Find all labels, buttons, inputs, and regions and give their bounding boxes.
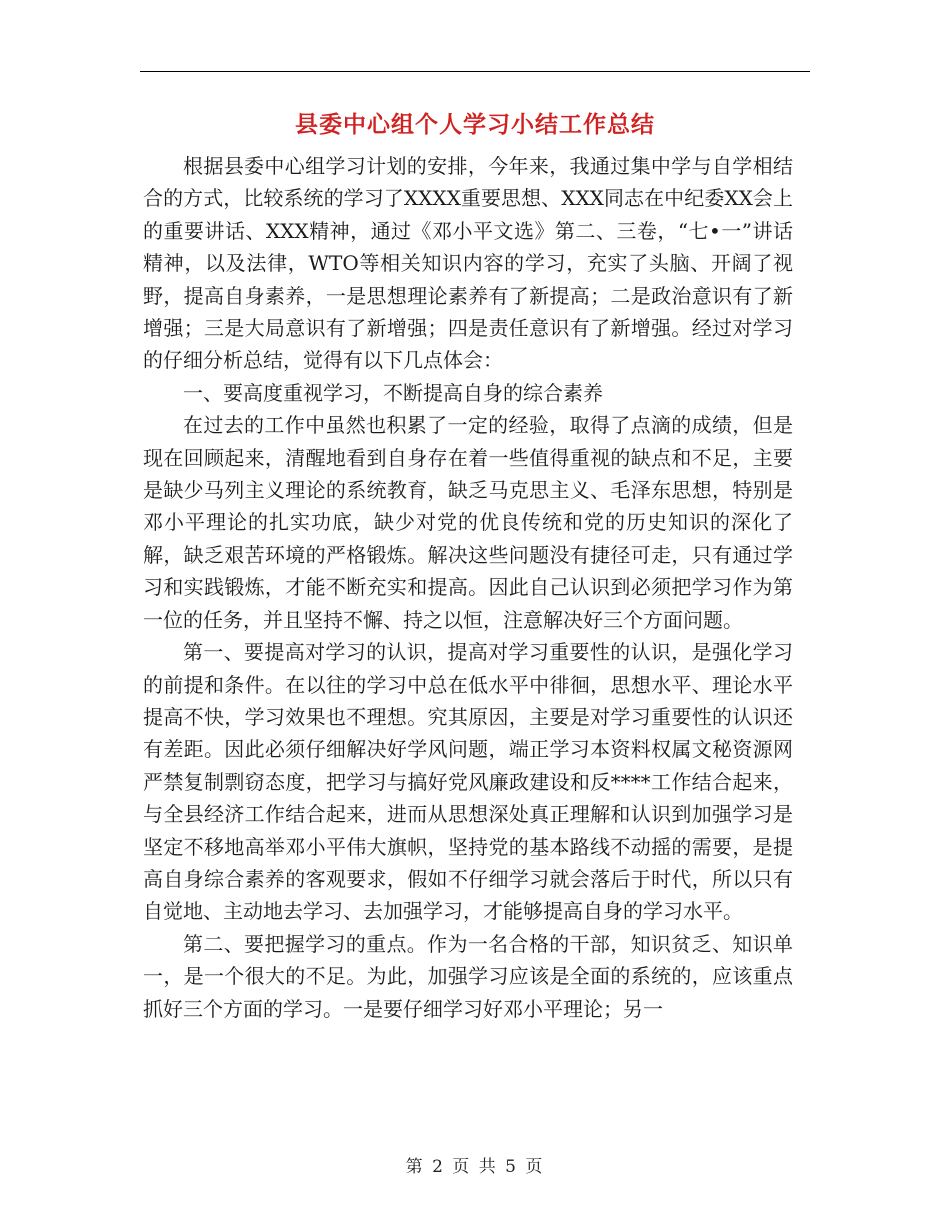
header-rule xyxy=(140,71,810,72)
paragraph-intro: 根据县委中心组学习计划的安排，今年来，我通过集中学与自学相结合的方式，比较系统的学习了XXXX重要思想、XXX同志在中纪委XX会上的重要讲话、XXX精神，通过《邓小平文选》第二、三卷，“七•一”讲话精神，以及法律，WTO等相关知识内容的学习，充实了头脑、开阔了视野，提高自身素养，一是思想理论素养有了新提高；二是政治意识有了新增强；三是大局意识有了新增强；四是责任意识有了新增强。经过对学习的仔细分析总结，觉得有以下几点体会： xyxy=(143,154,793,373)
paragraph-point-two: 第二、要把握学习的重点。作为一名合格的干部，知识贫乏、知识单一，是一个很大的不足。为此，加强学习应该是全面的系统的，应该重点抓好三个方面的学习。一是要仔细学习好邓小平理论；另一 xyxy=(143,931,793,1021)
document-title: 县委中心组个人学习小结工作总结 xyxy=(295,112,655,138)
paragraph-point-one: 第一、要提高对学习的认识，提高对学习重要性的认识，是强化学习的前提和条件。在以往的学习中总在低水平中徘徊，思想水平、理论水平提高不快，学习效果也不理想。究其原因，主要是对学习重要性的认识还有差距。因此必须仔细解决好学风问题，端正学习本资料权属文秘资源网严禁复制剽窃态度，把学习与搞好党风廉政建设和反****工作结合起来，与全县经济工作结合起来，进而从思想深处真正理解和认识到加强学习是坚定不移地高举邓小平伟大旗帜，坚持党的基本路线不动摇的需要，是提高自身综合素养的客观要求，假如不仔细学习就会落后于时代，所以只有自觉地、主动地去学习、去加强学习，才能够提高自身的学习水平。 xyxy=(143,640,793,924)
document-body xyxy=(143,150,793,1025)
page-footer: 第 2 页 共 5 页 xyxy=(405,1157,545,1177)
paragraph-shortcomings: 在过去的工作中虽然也积累了一定的经验，取得了点滴的成绩，但是现在回顾起来，清醒地看到自身存在着一些值得重视的缺点和不足，主要是缺少马列主义理论的系统教育，缺乏马克思主义、毛泽东思想，特别是邓小平理论的扎实功底，缺少对党的优良传统和党的历史知识的深化了解，缺乏艰苦环境的严格锻炼。解决这些问题没有捷径可走，只有通过学习和实践锻炼，才能不断充实和提高。因此自己认识到必须把学习作为第一位的任务，并且坚持不懈、持之以恒，注意解决好三个方面问题。 xyxy=(143,413,793,632)
paragraph-section-heading: 一、要高度重视学习，不断提高自身的综合素养 xyxy=(183,380,603,405)
